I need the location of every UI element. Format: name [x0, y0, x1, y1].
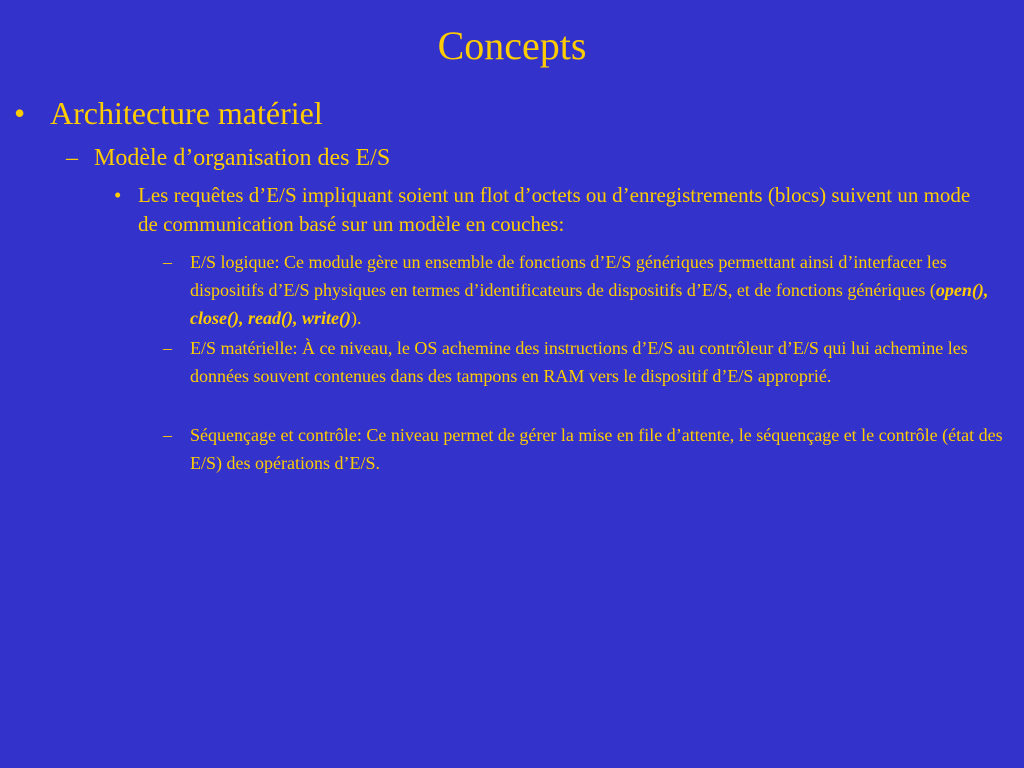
sub-item-sequencage: [163, 421, 1019, 477]
dash-marker: –: [163, 338, 172, 358]
bullet-text-requetes: Les requêtes d’E/S impliquant soient un flot d’octets ou d’enregistrements (blocs) suivent un mode de communication basé sur un modèle en couches:: [138, 183, 971, 236]
sub-item-es-logique: [163, 248, 1019, 332]
bullet-text-architecture: Architecture matériel: [50, 95, 323, 131]
sub-item-text: E/S matérielle: À ce niveau, le OS achemine des instructions d’E/S au contrôleur d’E/S qui lui achemine les données souvent contenues dans des tampons en RAM vers le dispositif d’E/S approprié.: [190, 338, 968, 386]
sub-item-text: Séquençage et contrôle: Ce niveau permet de gérer la mise en file d’attente, le séquençage et le contrôle (état des E/S) des opérations d’E/S.: [190, 425, 1003, 473]
slide-title: Concepts: [437, 23, 587, 68]
dash-marker: –: [163, 425, 172, 445]
bullet-marker: •: [14, 95, 26, 131]
sub-item-text-after: ).: [350, 308, 362, 328]
sub-item-text-before: E/S logique: Ce module gère un ensemble de fonctions d’E/S génériques permettant ainsi d’interfacer les dispositifs d’E/S physiques en termes d’identificateurs de dispositifs d’E/S, et de fonctions génériques (: [190, 252, 947, 300]
function-list: open(), close(), read(), write(): [190, 280, 989, 328]
bullet-marker: •: [114, 183, 122, 207]
dash-marker: –: [163, 252, 172, 272]
bullet-level-2: [66, 143, 1006, 173]
dash-marker: –: [66, 145, 78, 171]
sub-item-text: [190, 248, 1019, 332]
sub-item-es-materielle: [163, 334, 1019, 390]
bullet-text-modele: Modèle d’organisation des E/S: [94, 145, 391, 171]
bullet-level-1: [14, 94, 1004, 132]
bullet-level-3: [114, 181, 994, 239]
